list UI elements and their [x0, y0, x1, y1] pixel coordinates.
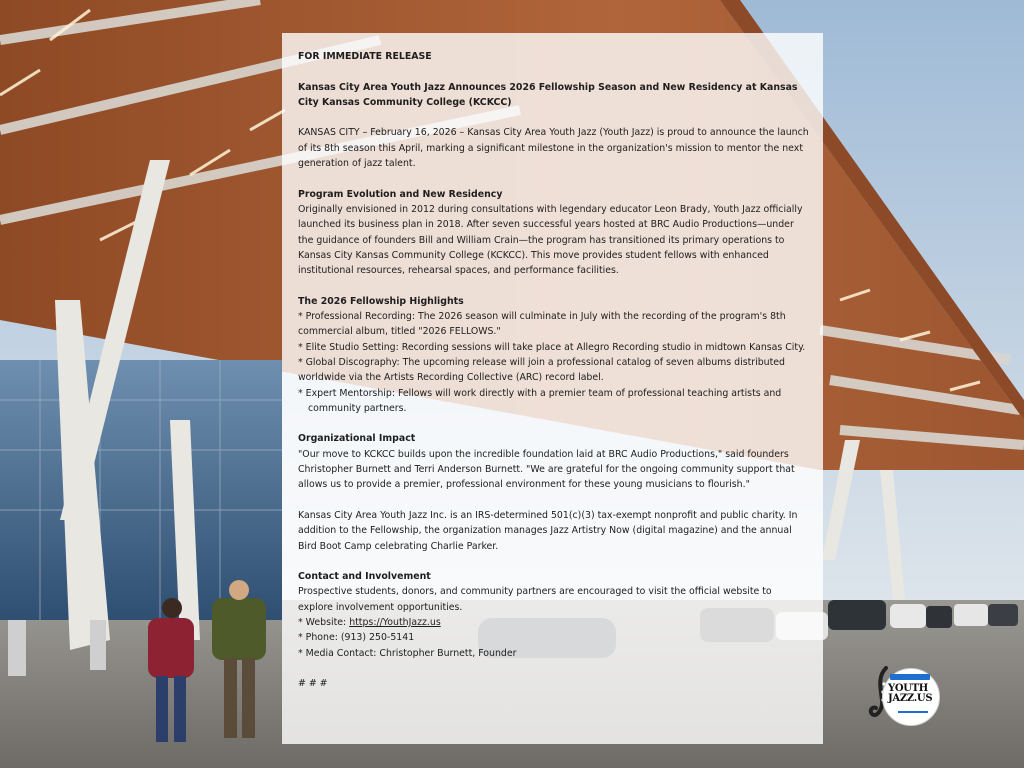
impact-quote: "Our move to KCKCC builds upon the incredible foundation laid at BRC Audio Productions," said founders Christopher Burnett and Terri Anderson Burnett. "We are grateful for the ongoing community support that allows us to provide a premier, professional environment for these young musicians to flourish."	[298, 448, 795, 491]
highlight-item: * Expert Mentorship: Fellows will work directly with a premier team of professional teaching artists and community partners.	[298, 387, 782, 414]
section-heading-contact: Contact and Involvement	[298, 571, 431, 583]
youth-jazz-logo	[868, 666, 940, 732]
release-intro: KANSAS CITY – February 16, 2026 – Kansas City Area Youth Jazz (Youth Jazz) is proud to announce the launch of its 8th season this April, marking a significant milestone in the organization's mission to mentor the next generation of jazz talent.	[298, 127, 809, 170]
highlight-item: * Global Discography: The upcoming release will join a professional catalog of seven albums distributed worldwide via the Artists Recording Collective (ARC) record label.	[298, 356, 786, 384]
contact-media: * Media Contact: Christopher Burnett, Founder	[298, 647, 517, 659]
highlight-item: * Elite Studio Setting: Recording sessions will take place at Allegro Recording studio in midtown Kansas City.	[298, 341, 806, 353]
release-headline: Kansas City Area Youth Jazz Announces 2026 Fellowship Season and New Residency at Kansas City Kansas Community College (KCKCC)	[298, 81, 798, 108]
logo-wordmark: YOUTH JAZZ.US	[888, 683, 933, 704]
highlight-item: * Professional Recording: The 2026 season will culminate in July with the recording of the program's 8th commercial album, titled "2026 FELLOWS."	[298, 311, 786, 338]
press-release-panel	[282, 33, 823, 744]
contact-website	[298, 615, 809, 630]
section-heading-highlights: The 2026 Fellowship Highlights	[298, 295, 464, 307]
website-label: * Website:	[298, 616, 350, 628]
release-label: FOR IMMEDIATE RELEASE	[298, 51, 432, 62]
section-heading-evolution: Program Evolution and New Residency	[298, 188, 503, 200]
section-heading-impact: Organizational Impact	[298, 433, 416, 445]
contact-body: Prospective students, donors, and community partners are encouraged to visit the official website to explore involvement opportunities.	[298, 586, 772, 613]
end-mark: # # #	[298, 678, 328, 690]
contact-phone: * Phone: (913) 250-5141	[298, 632, 415, 644]
section-body-evolution: Originally envisioned in 2012 during consultations with legendary educator Leon Brady, Youth Jazz officially launched its business plan in 2018. After seven successful years hosted at BRC Audio Productions—under the guidance of founders Bill and William Crain—the program has transitioned its primary operations to Kansas City Kansas Community College (KCKCC). This move provides student fellows with enhanced institutional resources, rehearsal spaces, and performance facilities.	[298, 203, 803, 277]
organization-about: Kansas City Area Youth Jazz Inc. is an IRS-determined 501(c)(3) tax-exempt nonprofit and public charity. In addition to the Fellowship, the organization manages Jazz Artistry Now (digital magazine) and the annual Bird Boot Camp celebrating Charlie Parker.	[298, 509, 798, 552]
website-link[interactable]: https://YouthJazz.us	[349, 616, 441, 628]
logo-tag	[890, 674, 930, 680]
logo-underline	[898, 711, 928, 713]
